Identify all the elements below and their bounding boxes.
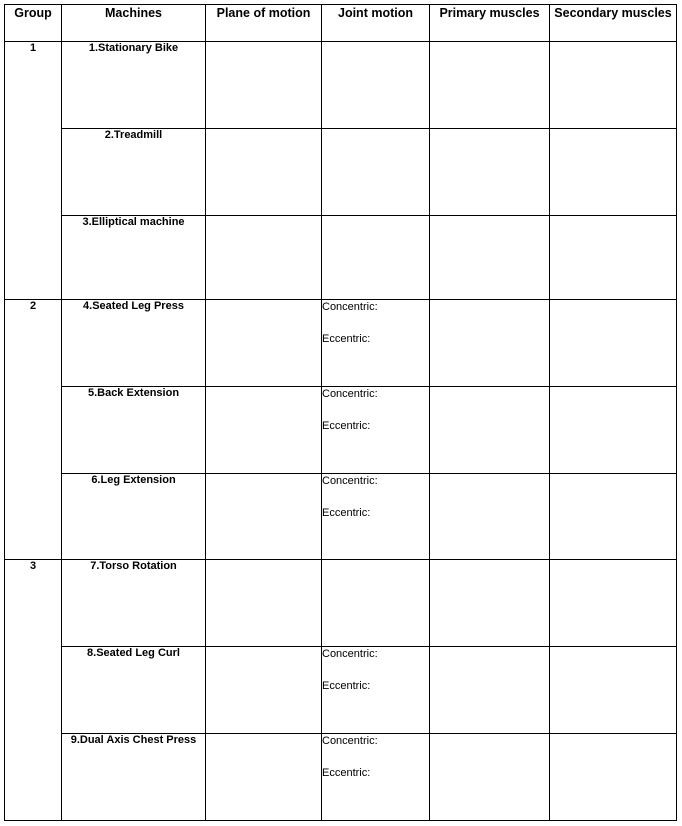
table-row (5, 647, 677, 734)
primary-muscles-cell[interactable] (430, 387, 550, 474)
primary-muscles-cell[interactable] (430, 474, 550, 560)
machine-name: 9.Dual Axis Chest Press (62, 734, 206, 821)
plane-cell[interactable] (206, 387, 322, 474)
primary-muscles-cell[interactable] (430, 300, 550, 387)
secondary-muscles-cell[interactable] (550, 474, 677, 560)
machine-name: 1.Stationary Bike (62, 42, 206, 129)
concentric-label: Concentric: (322, 475, 378, 487)
joint-cell[interactable] (322, 387, 430, 474)
table-row (5, 387, 677, 474)
primary-muscles-cell[interactable] (430, 734, 550, 821)
primary-muscles-cell[interactable] (430, 647, 550, 734)
joint-cell[interactable] (322, 560, 430, 647)
plane-cell[interactable] (206, 300, 322, 387)
secondary-muscles-cell[interactable] (550, 216, 677, 300)
header-plane-of-motion: Plane of motion (206, 5, 322, 42)
header-group: Group (5, 5, 62, 42)
primary-muscles-cell[interactable] (430, 129, 550, 216)
eccentric-label: Eccentric: (322, 767, 371, 779)
plane-cell[interactable] (206, 42, 322, 129)
joint-cell[interactable] (322, 734, 430, 821)
joint-cell[interactable] (322, 129, 430, 216)
header-primary-muscles: Primary muscles (430, 5, 550, 42)
joint-cell[interactable] (322, 42, 430, 129)
primary-muscles-cell[interactable] (430, 42, 550, 129)
concentric-label: Concentric: (322, 301, 378, 313)
header-machines: Machines (62, 5, 206, 42)
machine-name: 6.Leg Extension (62, 474, 206, 560)
plane-cell[interactable] (206, 734, 322, 821)
plane-cell[interactable] (206, 129, 322, 216)
plane-cell[interactable] (206, 216, 322, 300)
header-secondary-muscles: Secondary muscles (550, 5, 677, 42)
joint-cell[interactable] (322, 300, 430, 387)
group-cell: 2 (5, 300, 62, 560)
machine-name: 5.Back Extension (62, 387, 206, 474)
joint-cell[interactable] (322, 647, 430, 734)
eccentric-label: Eccentric: (322, 420, 371, 432)
concentric-label: Concentric: (322, 648, 378, 660)
joint-cell[interactable] (322, 474, 430, 560)
plane-cell[interactable] (206, 560, 322, 647)
plane-cell[interactable] (206, 474, 322, 560)
secondary-muscles-cell[interactable] (550, 300, 677, 387)
secondary-muscles-cell[interactable] (550, 42, 677, 129)
group-cell: 1 (5, 42, 62, 300)
primary-muscles-cell[interactable] (430, 560, 550, 647)
eccentric-label: Eccentric: (322, 680, 371, 692)
table-row (5, 734, 677, 821)
secondary-muscles-cell[interactable] (550, 129, 677, 216)
table-row (5, 129, 677, 216)
table-row (5, 300, 677, 387)
secondary-muscles-cell[interactable] (550, 387, 677, 474)
table-row (5, 216, 677, 300)
concentric-label: Concentric: (322, 388, 378, 400)
eccentric-label: Eccentric: (322, 333, 371, 345)
secondary-muscles-cell[interactable] (550, 647, 677, 734)
group-cell: 3 (5, 560, 62, 821)
machine-name: 2.Treadmill (62, 129, 206, 216)
machine-name: 7.Torso Rotation (62, 560, 206, 647)
machine-name: 3.Elliptical machine (62, 216, 206, 300)
machine-name: 4.Seated Leg Press (62, 300, 206, 387)
concentric-label: Concentric: (322, 735, 378, 747)
table-row (5, 560, 677, 647)
eccentric-label: Eccentric: (322, 507, 371, 519)
secondary-muscles-cell[interactable] (550, 734, 677, 821)
table-row (5, 42, 677, 129)
secondary-muscles-cell[interactable] (550, 560, 677, 647)
header-joint-motion: Joint motion (322, 5, 430, 42)
plane-cell[interactable] (206, 647, 322, 734)
exercise-machines-table (4, 4, 677, 821)
table-row (5, 474, 677, 560)
primary-muscles-cell[interactable] (430, 216, 550, 300)
machine-name: 8.Seated Leg Curl (62, 647, 206, 734)
header-row (5, 5, 677, 42)
joint-cell[interactable] (322, 216, 430, 300)
